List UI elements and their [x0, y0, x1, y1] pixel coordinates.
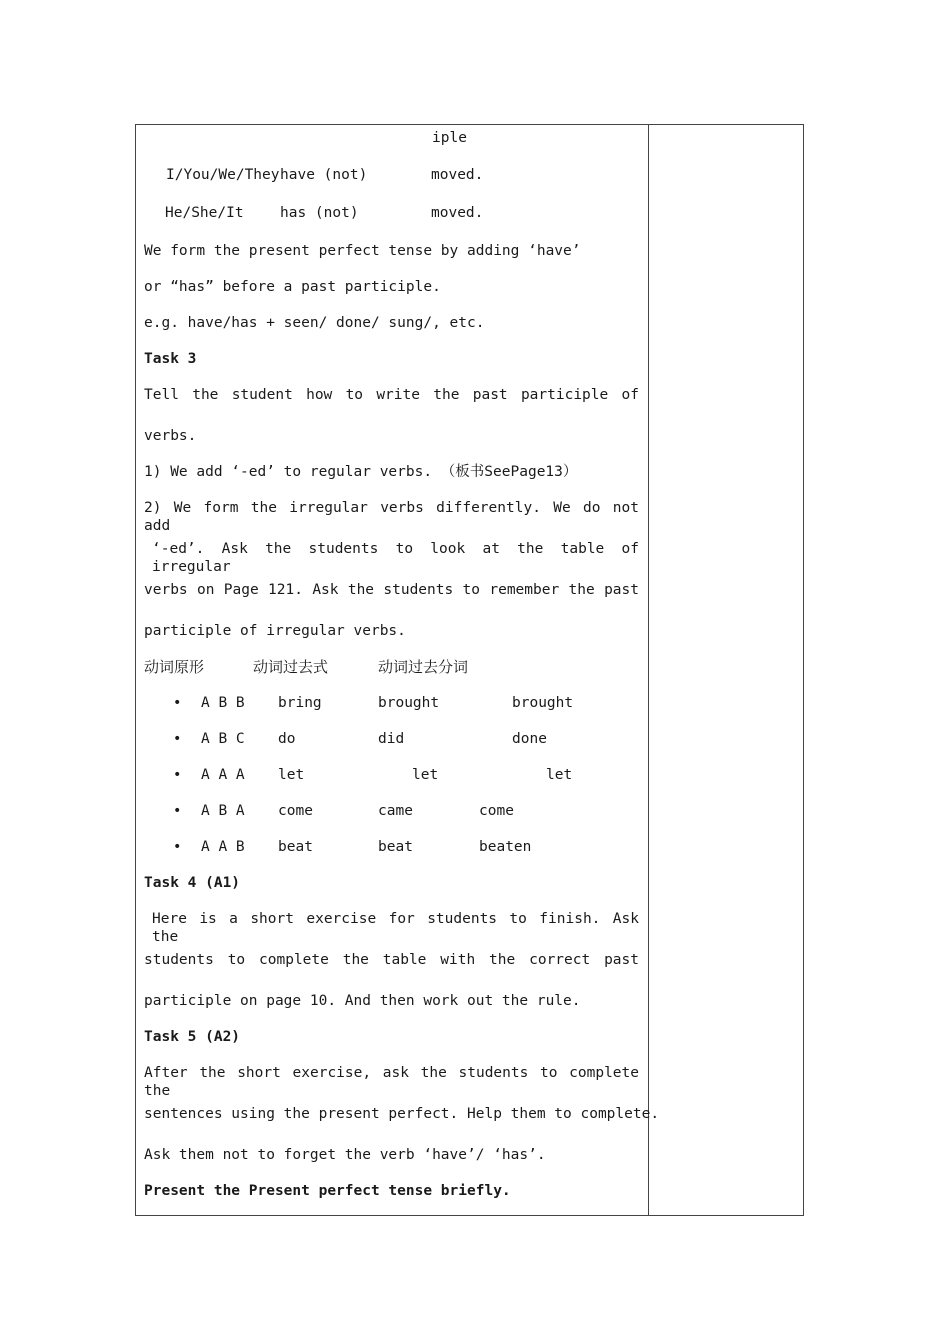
- verb-moved-1: moved.: [431, 167, 484, 183]
- subject-singular: He/She/It: [165, 205, 244, 221]
- verb-row-base: let: [278, 767, 305, 783]
- verb-header-base: 动词原形: [144, 658, 205, 676]
- verb-row-past: brought: [378, 695, 440, 711]
- verb-moved-2: moved.: [431, 205, 484, 221]
- verb-row-pattern: A B C: [201, 731, 245, 747]
- verb-row-participle: beaten: [479, 839, 532, 855]
- task3-title: Task 3: [144, 351, 197, 367]
- verb-row-past: came: [378, 803, 413, 819]
- verb-row-past: did: [378, 731, 405, 747]
- closing-instruction: Present the Present perfect tense briefly.: [144, 1183, 511, 1199]
- task5-title: Task 5 (A2): [144, 1029, 241, 1045]
- verb-row-pattern: A B B: [201, 695, 245, 711]
- bullet-3: •: [173, 767, 182, 783]
- verb-header-participle: 动词过去分词: [378, 658, 469, 676]
- task4-line3: participle on page 10. And then work out the rule.: [144, 993, 581, 1009]
- task5-line1: After the short exercise, ask the students to complete the: [144, 1065, 639, 1099]
- task5-line2: sentences using the present perfect. Help them to complete.: [144, 1106, 660, 1122]
- aux-have: have (not): [280, 167, 368, 183]
- verb-row-pattern: A A B: [201, 839, 245, 855]
- column-divider: [648, 124, 649, 1216]
- task4-line2: students to complete the table with the correct past: [144, 952, 639, 968]
- verb-row-pattern: A A A: [201, 767, 245, 783]
- task3-intro-line2: verbs.: [144, 428, 197, 444]
- verb-row-participle: come: [479, 803, 514, 819]
- verb-row-base: bring: [278, 695, 322, 711]
- verb-row-base: come: [278, 803, 313, 819]
- task3-point2-line1: 2) We form the irregular verbs differently. We do not add: [144, 500, 639, 534]
- verb-header-past: 动词过去式: [253, 658, 329, 676]
- form-rule-example: e.g. have/has + seen/ done/ sung/, etc.: [144, 315, 485, 331]
- verb-row-base: do: [278, 731, 296, 747]
- bullet-2: •: [173, 731, 182, 747]
- verb-row-participle: brought: [512, 695, 574, 711]
- task5-line3: Ask them not to forget the verb ‘have’/ ‘has’.: [144, 1147, 546, 1163]
- form-rule-line1: We form the present perfect tense by adding ‘have’: [144, 243, 581, 259]
- verb-row-participle: done: [512, 731, 547, 747]
- task3-intro-line1: Tell the student how to write the past participle of: [144, 387, 639, 403]
- verb-row-participle: let: [546, 767, 573, 783]
- form-rule-line2: or “has” before a past participle.: [144, 279, 441, 295]
- bullet-4: •: [173, 803, 182, 819]
- verb-row-past: beat: [378, 839, 413, 855]
- bullet-1: •: [173, 695, 182, 711]
- verb-row-pattern: A B A: [201, 803, 245, 819]
- header-fragment: iple: [432, 130, 467, 146]
- task4-title: Task 4 (A1): [144, 875, 241, 891]
- task3-point2-line4: participle of irregular verbs.: [144, 623, 406, 639]
- task3-point2-line3: verbs on Page 121. Ask the students to remember the past: [144, 582, 639, 598]
- task4-line1: Here is a short exercise for students to finish. Ask the: [152, 911, 639, 945]
- aux-has: has (not): [280, 205, 359, 221]
- task3-point2-line2: ‘-ed’. Ask the students to look at the table of irregular: [152, 541, 639, 575]
- subject-plural: I/You/We/They: [166, 167, 280, 183]
- bullet-5: •: [173, 839, 182, 855]
- verb-row-base: beat: [278, 839, 313, 855]
- task3-point1: 1) We add ‘-ed’ to regular verbs. （板书SeePage13）: [144, 464, 578, 480]
- verb-row-past: let: [412, 767, 439, 783]
